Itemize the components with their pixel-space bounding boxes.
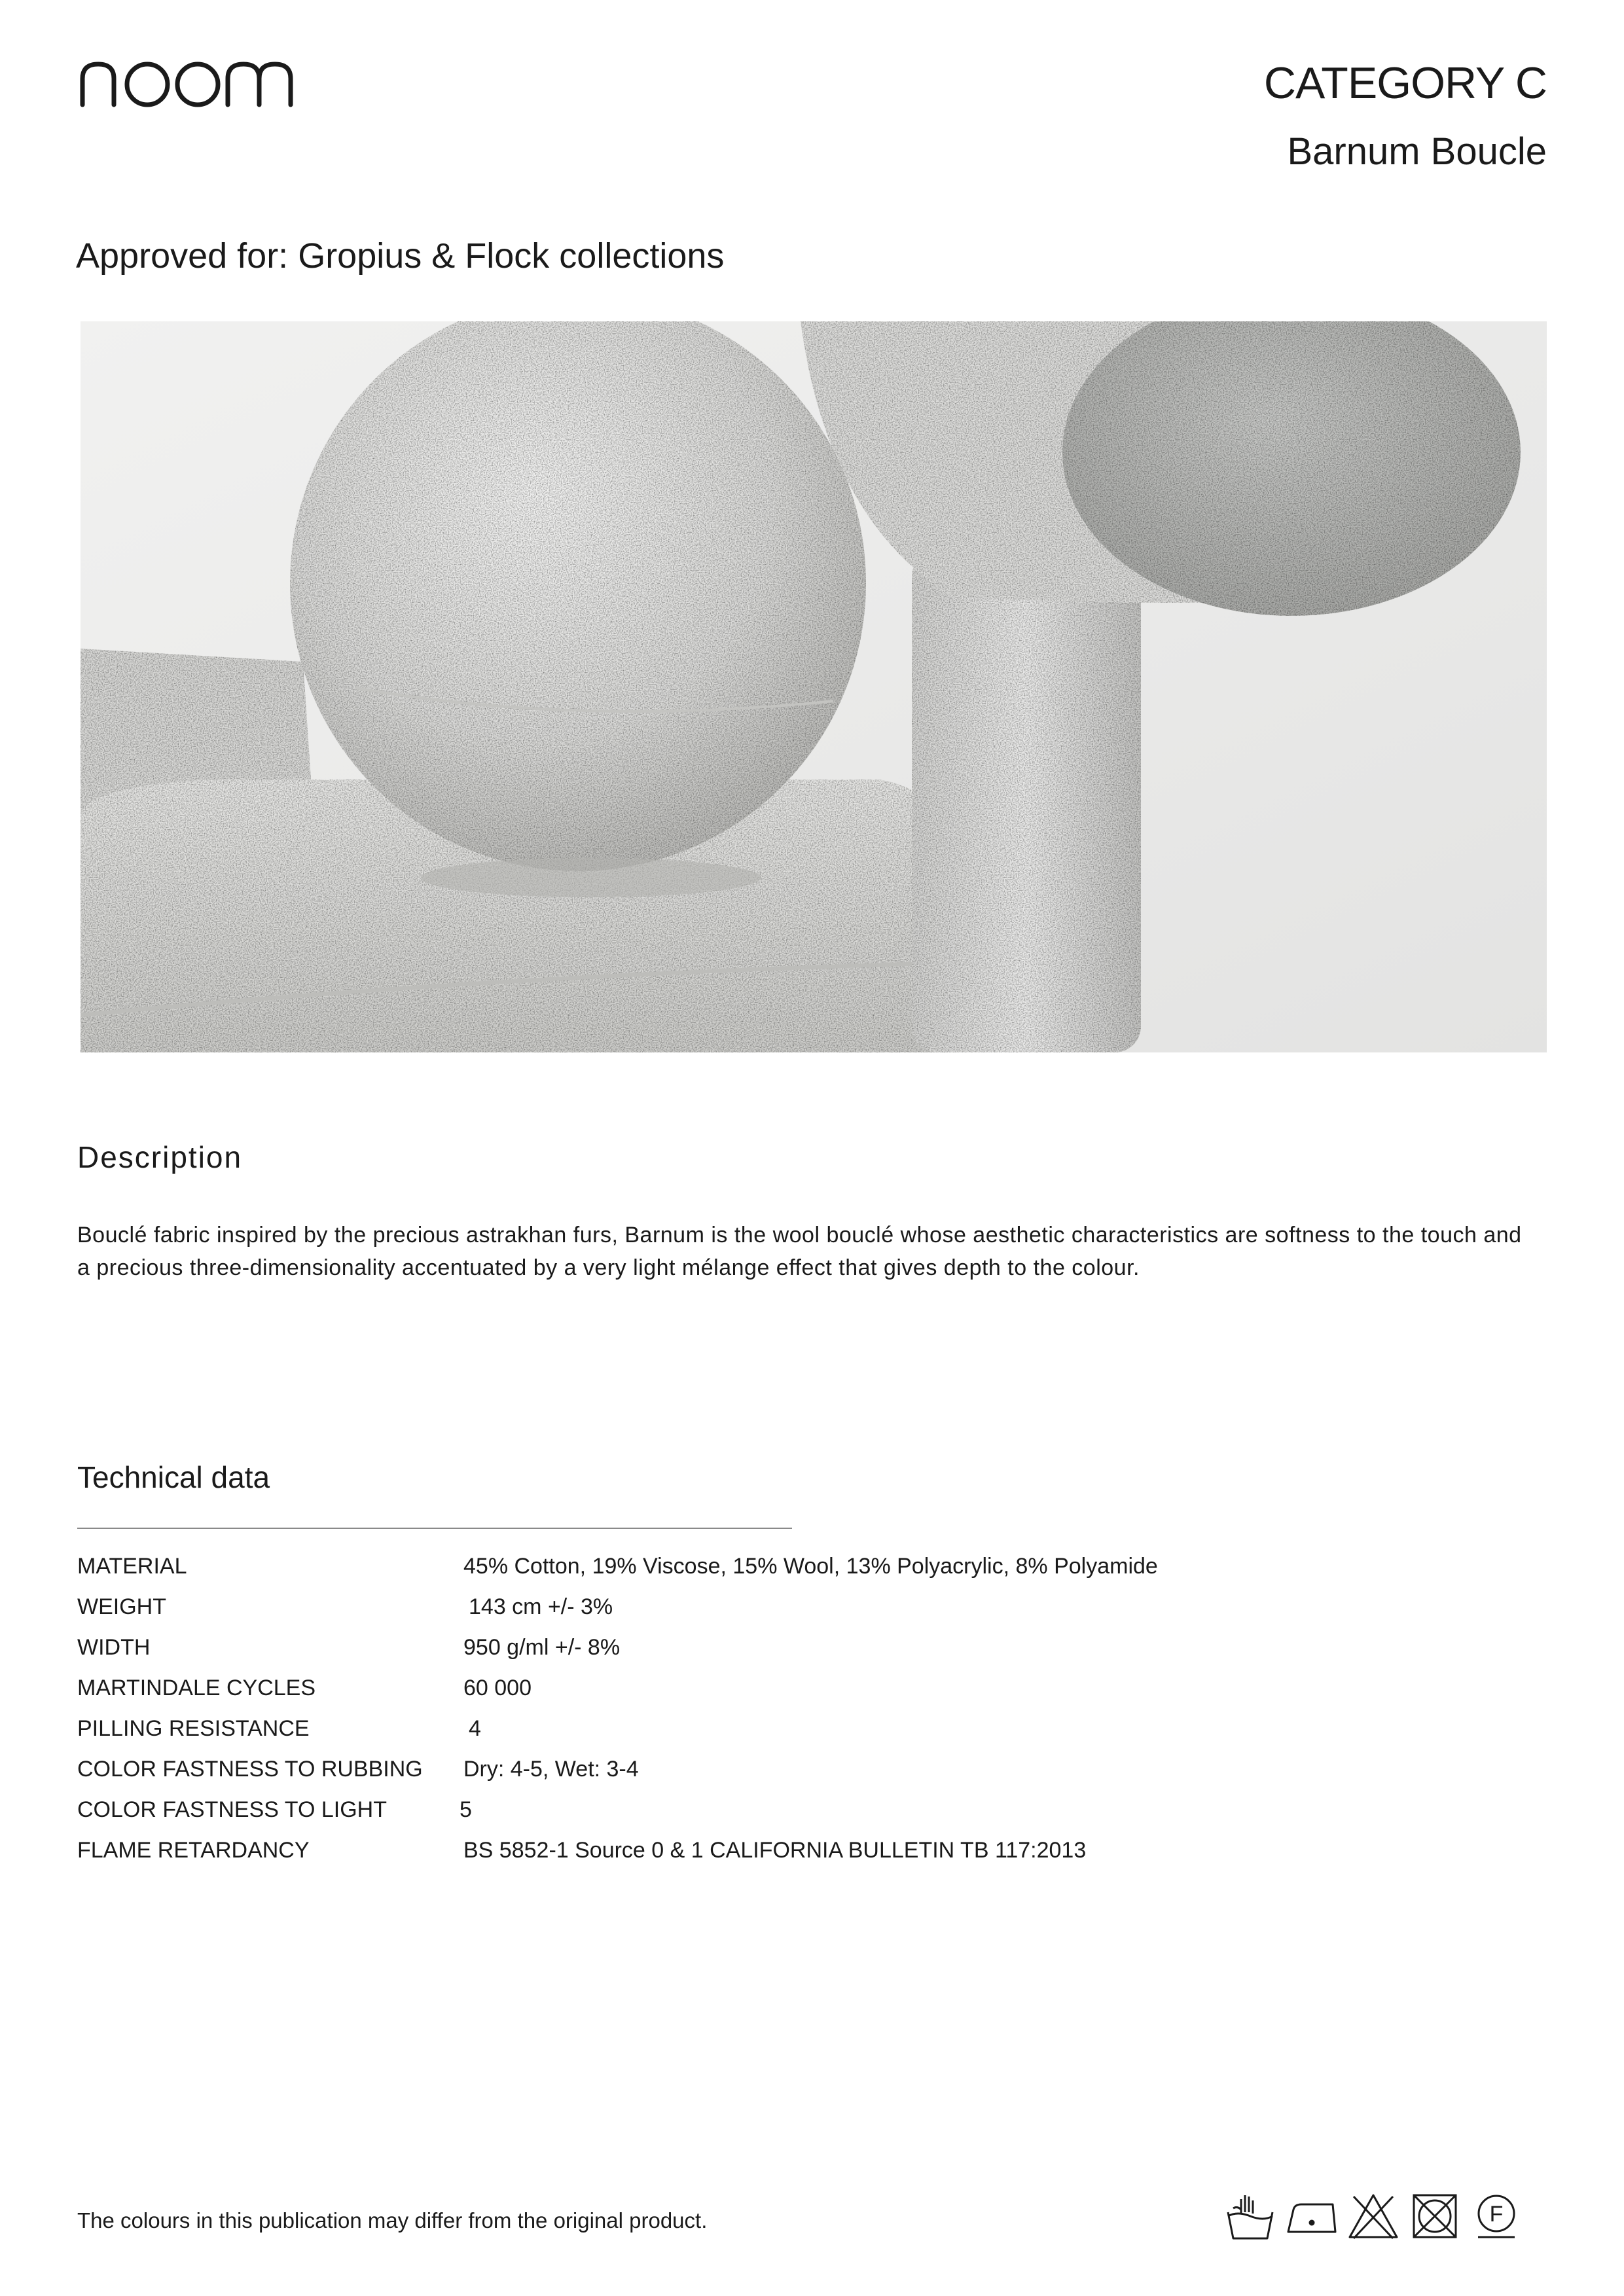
no-tumble-dry-icon (1409, 2190, 1461, 2242)
iron-low-icon (1286, 2190, 1338, 2242)
spec-label-pilling: PILLING RESISTANCE (77, 1716, 310, 1741)
colour-disclaimer: The colours in this publication may differ from the original product. (77, 2208, 708, 2233)
spec-label-martindale: MARTINDALE CYCLES (77, 1676, 316, 1700)
spec-value-rubbing: Dry: 4-5, Wet: 3-4 (463, 1757, 639, 1782)
no-bleach-icon (1347, 2190, 1399, 2242)
description-heading: Description (77, 1140, 243, 1174)
spec-label-weight: WEIGHT (77, 1594, 166, 1619)
dry-clean-letter: F (1489, 2202, 1504, 2227)
spec-value-pilling: 4 (469, 1716, 481, 1741)
spec-label-width: WIDTH (77, 1635, 151, 1660)
technical-data-heading: Technical data (77, 1460, 270, 1494)
spec-value-material: 45% Cotton, 19% Viscose, 15% Wool, 13% Polyacrylic, 8% Polyamide (463, 1554, 1158, 1579)
description-text: Bouclé fabric inspired by the precious astrakhan furs, Barnum is the wool bouclé whose aesthetic characteristics are softness to the touch and a precious three-dimensionality accentuated by a very light mélange effect that gives depth to the colour. (77, 1223, 1522, 1280)
category-title: CATEGORY C (1263, 58, 1547, 108)
dry-clean-f-icon (1470, 2190, 1523, 2242)
spec-label-material: MATERIAL (77, 1554, 187, 1579)
spec-value-light: 5 (460, 1797, 472, 1822)
brand-logo[interactable] (77, 51, 300, 117)
section-divider (77, 1528, 792, 1529)
spec-value-weight: 143 cm +/- 3% (469, 1594, 613, 1619)
spec-label-flame: FLAME RETARDANCY (77, 1838, 310, 1863)
approved-for-text: Approved for: Gropius & Flock collections (76, 236, 725, 276)
spec-value-martindale: 60 000 (463, 1676, 532, 1700)
hand-wash-icon (1224, 2190, 1276, 2242)
spec-value-width: 950 g/ml +/- 8% (463, 1635, 621, 1660)
spec-label-light: COLOR FASTNESS TO LIGHT (77, 1797, 387, 1822)
product-photo (81, 321, 1547, 1052)
fabric-name: Barnum Boucle (1287, 130, 1547, 173)
spec-value-flame: BS 5852-1 Source 0 & 1 CALIFORNIA BULLETIN TB 117:2013 (463, 1838, 1087, 1863)
spec-label-rubbing: COLOR FASTNESS TO RUBBING (77, 1757, 423, 1782)
